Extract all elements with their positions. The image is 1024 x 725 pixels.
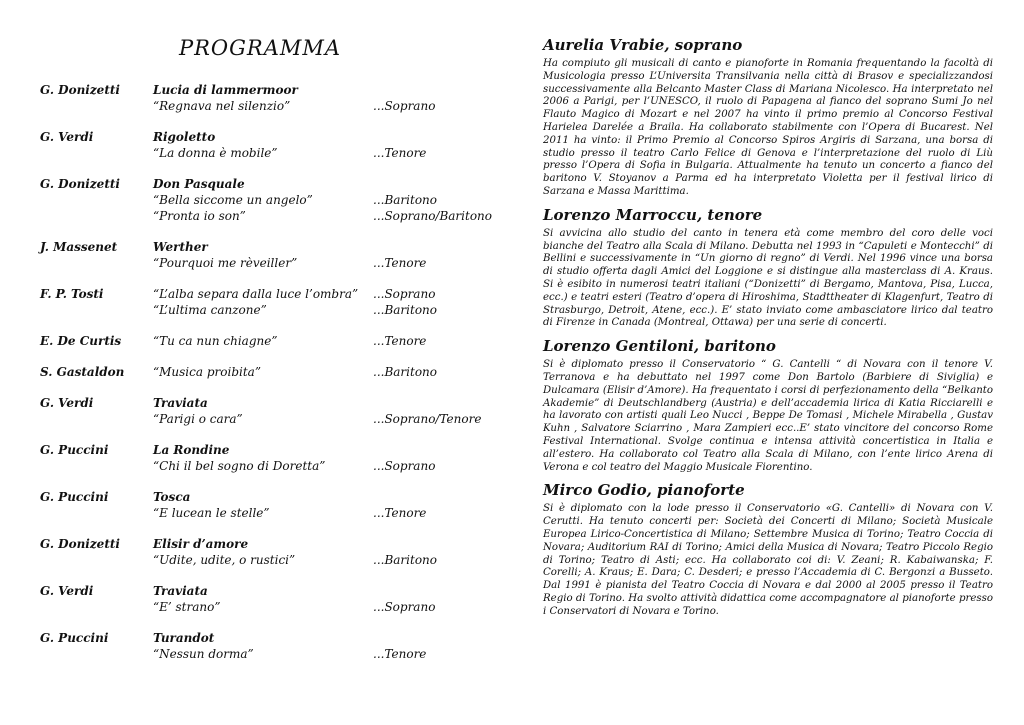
opera-title: Traviata [153, 396, 208, 410]
piece-line [153, 333, 510, 349]
voice-part: ...Soprano/Tenore [373, 412, 482, 426]
piece-lines [153, 239, 510, 271]
piece-line [153, 286, 510, 302]
piece-line [153, 630, 510, 646]
aria-title: “Musica proibita” [153, 365, 261, 379]
piece-lines [153, 489, 510, 521]
bio-section [543, 481, 993, 618]
bio-section [543, 206, 993, 330]
programma-title: PROGRAMMA [178, 36, 342, 60]
piece-lines [153, 82, 510, 114]
piece-line [153, 489, 510, 505]
aria-title: “Udite, udite, o rustici” [153, 553, 296, 567]
voice-part: ...Tenore [373, 334, 427, 348]
composer-name: S. Gastaldon [40, 365, 125, 379]
piece-line [153, 145, 510, 161]
programma-list [40, 82, 510, 662]
aria-title: “Chi il bel sogno di Doretta” [153, 459, 326, 473]
voice-part: ...Tenore [373, 256, 427, 270]
piece-line [153, 458, 510, 474]
bio-text: Ha compiuto gli musicali di canto e pianoforte in Romania frequentando la facoltà di Musicologia presso L’Universita Transilvania nella città di Brasov e specializzandosi successivamente alla Belcanto Master Class di Mariana Nicolesco. Ha interpretato nel 2006 a Parigi, per l’UNESCO, il ruolo di Papagena al fianco del soprano Sumi Jo nel Flauto Magico di Mozart e nel 2007 ha vinto il primo premio al Concorso Festival Harielea Darelée a Braila. Ha collaborato stabilmente con l’Opera di Bucarest. Nel 2011 ha vinto: il Primo Premio al Concorso Spiros Argiris di Sarzana, una borsa di studio presso il teatro Carlo Felice di Genova e l’interpretazione del ruolo di Liù presso l’Opera di Sofia in Bulgaria. Attualmente ha tenuto un concerto a fianco del baritono V. Stoyanov a Parma ed ha interpretato Violetta per il festival lirico di Sarzana e Massa Marittima. [543, 58, 993, 197]
piece-line [153, 395, 510, 411]
bio-section [543, 337, 993, 474]
programma-entry [40, 364, 510, 380]
piece-line [153, 192, 510, 208]
piece-lines [153, 333, 510, 349]
aria-title: “Bella siccome un angelo” [153, 193, 313, 207]
composer-name: G. Donizetti [40, 83, 120, 97]
composer-name: G. Donizetti [40, 537, 120, 551]
voice-part: ...Soprano [373, 600, 436, 614]
piece-line [153, 505, 510, 521]
voice-part: ...Soprano/Baritono [373, 209, 493, 223]
piece-line [153, 98, 510, 114]
composer-name: G. Verdi [40, 396, 94, 410]
voice-part: ...Soprano [373, 287, 436, 301]
piece-lines [153, 395, 510, 427]
piece-line [153, 176, 510, 192]
voice-part: ...Soprano [373, 459, 436, 473]
bio-heading: Lorenzo Marroccu, tenore [543, 205, 763, 224]
bio-text: Si è diplomato con la lode presso il Conservatorio «G. Cantelli» di Novara con V. Cerutti. Ha tenuto concerti per: Società dei Concerti di Milano; Società Musicale Europea Lirico-Concertistica di Milano; Settembre Musica di Torino; Teatro Coccia di Novara; Auditorium RAI di Torino; Amici della Musica di Novara; Teatro Piccolo Regio di Torino; Teatro di Asti; ecc. Ha collaborato coi di: V. Zeani; R. Kabaiwanska; F. Corelli; A. Kraus; E. Dara; C. Desderi; e presso l’Accademia di C. Bergonzi a Busseto. Dal 1991 è pianista del Teatro Coccia di Novara e dal 2000 al 2005 presso il Teatro Regio di Torino. Ha svolto attività didattica come accompagnatore al pianoforte presso i Conservatori di Novara e Torino. [543, 503, 993, 617]
composer-name: J. Massenet [40, 240, 118, 254]
programma-entry [40, 129, 510, 161]
aria-title: “Pronta io son” [153, 209, 246, 223]
piece-lines [153, 176, 510, 224]
bio-section [543, 36, 993, 199]
piece-line [153, 129, 510, 145]
opera-title: Tosca [153, 490, 191, 504]
programma-entry [40, 82, 510, 114]
piece-lines [153, 630, 510, 662]
programma-column [40, 30, 510, 677]
composer-name: G. Puccini [40, 443, 109, 457]
piece-line [153, 255, 510, 271]
opera-title: Turandot [153, 631, 215, 645]
piece-line [153, 82, 510, 98]
piece-line [153, 208, 510, 224]
programma-entry [40, 630, 510, 662]
aria-title: “Tu ca nun chiagne” [153, 334, 278, 348]
piece-line [153, 302, 510, 318]
programma-entry [40, 489, 510, 521]
piece-lines [153, 536, 510, 568]
programma-entry [40, 286, 510, 318]
voice-part: ...Soprano [373, 99, 436, 113]
composer-name: G. Verdi [40, 584, 94, 598]
bio-heading: Aurelia Vrabie, soprano [543, 36, 743, 54]
composer-name: G. Puccini [40, 490, 109, 504]
aria-title: “La donna è mobile” [153, 146, 278, 160]
aria-title: “E’ strano” [153, 600, 221, 614]
composer-name: G. Puccini [40, 631, 109, 645]
voice-part: ...Baritono [373, 303, 437, 317]
piece-line [153, 599, 510, 615]
opera-title: La Rondine [153, 443, 230, 457]
aria-title: “Parigi o cara” [153, 412, 243, 426]
piece-lines [153, 583, 510, 615]
opera-title: Don Pasquale [153, 177, 245, 191]
composer-name: E. De Curtis [40, 334, 122, 348]
piece-line [153, 583, 510, 599]
aria-title: “E lucean le stelle” [153, 506, 270, 520]
voice-part: ...Baritono [373, 553, 437, 567]
voice-part: ...Tenore [373, 506, 427, 520]
programma-entry [40, 442, 510, 474]
programma-entry [40, 176, 510, 224]
voice-part: ...Baritono [373, 365, 437, 379]
opera-title: Werther [153, 240, 208, 254]
piece-line [153, 536, 510, 552]
composer-name: G. Donizetti [40, 177, 120, 191]
programma-entry [40, 239, 510, 271]
bio-text: Si è diplomato presso il Conservatorio “ G. Cantelli “ di Novara con il tenore V. Terranova e ha debuttato nel 1997 come Don Bartolo (Barbiere di Siviglia) e Dulcamara (Elisir d’Amore). Ha frequentato i corsi di perfezionamento della “Belkanto Akademie” di Deutschlandberg (Austria) e dell’accademia lirica di Katia Ricciarelli e ha lavorato con artisti quali Leo Nucci , Beppe De Tomasi , Michele Mirabella , Gustav Kuhn , Salvatore Sciarrino , Mara Zampieri ecc..E’ stato vincitore del concorso Rome Festival International. Svolge continua e intensa attività concertistica in Italia e all’estero. Ha collaborato col Teatro alla Scala di Milano, con l’ente lirico Arena di Verona e col teatro del Maggio Musicale Fiorentino. [543, 359, 993, 473]
piece-line [153, 364, 510, 380]
aria-title: “L’alba separa dalla luce l’ombra” [153, 287, 359, 301]
voice-part: ...Tenore [373, 647, 427, 661]
piece-line [153, 552, 510, 568]
composer-name: G. Verdi [40, 130, 94, 144]
bio-text: Si avvicina allo studio del canto in tenera età come membro del coro delle voci bianche del Teatro alla Scala di Milano. Debutta nel 1993 in “Capuleti e Montecchi” di Bellini e successivamente in “Un giorno di regno” di Verdi. Nel 1996 vince una borsa di studio offerta dagli Amici del Loggione e si distingue alla masterclass di A. Kraus. Si è esibito in numerosi teatri italiani (“Donizetti” di Bergamo, Mantova, Pisa, Lucca, ecc.) e teatri esteri (Teatro d’opera di Hiroshima, Stadttheater di Klagenfurt, Teatro di Strasburgo, Detroit, Atene, ecc.). E’ stato inviato come ambasciatore lirico dal teatro di Firenze in Canada (Montreal, Ottawa) per una serie di concerti. [543, 227, 993, 329]
programma-entry [40, 395, 510, 427]
piece-line [153, 646, 510, 662]
piece-lines [153, 364, 510, 380]
piece-line [153, 239, 510, 255]
opera-title: Elisir d’amore [153, 537, 249, 551]
voice-part: ...Tenore [373, 146, 427, 160]
bio-heading: Mirco Godio, pianoforte [543, 481, 745, 500]
programma-entry [40, 333, 510, 349]
bios-column [543, 36, 993, 625]
aria-title: “L’ultima canzone” [153, 303, 267, 317]
bio-heading: Lorenzo Gentiloni, baritono [543, 337, 776, 356]
piece-lines [153, 129, 510, 161]
programma-entry [40, 583, 510, 615]
programma-entry [40, 536, 510, 568]
piece-line [153, 411, 510, 427]
aria-title: “Nessun dorma” [153, 647, 254, 661]
aria-title: “Pourquoi me rèveiller” [153, 256, 298, 270]
piece-line [153, 442, 510, 458]
piece-lines [153, 442, 510, 474]
voice-part: ...Baritono [373, 193, 437, 207]
aria-title: “Regnava nel silenzio” [153, 99, 291, 113]
opera-title: Lucia di lammermoor [153, 83, 298, 97]
opera-title: Rigoletto [153, 130, 216, 144]
piece-lines [153, 286, 510, 318]
composer-name: F. P. Tosti [40, 287, 104, 301]
opera-title: Traviata [153, 584, 208, 598]
